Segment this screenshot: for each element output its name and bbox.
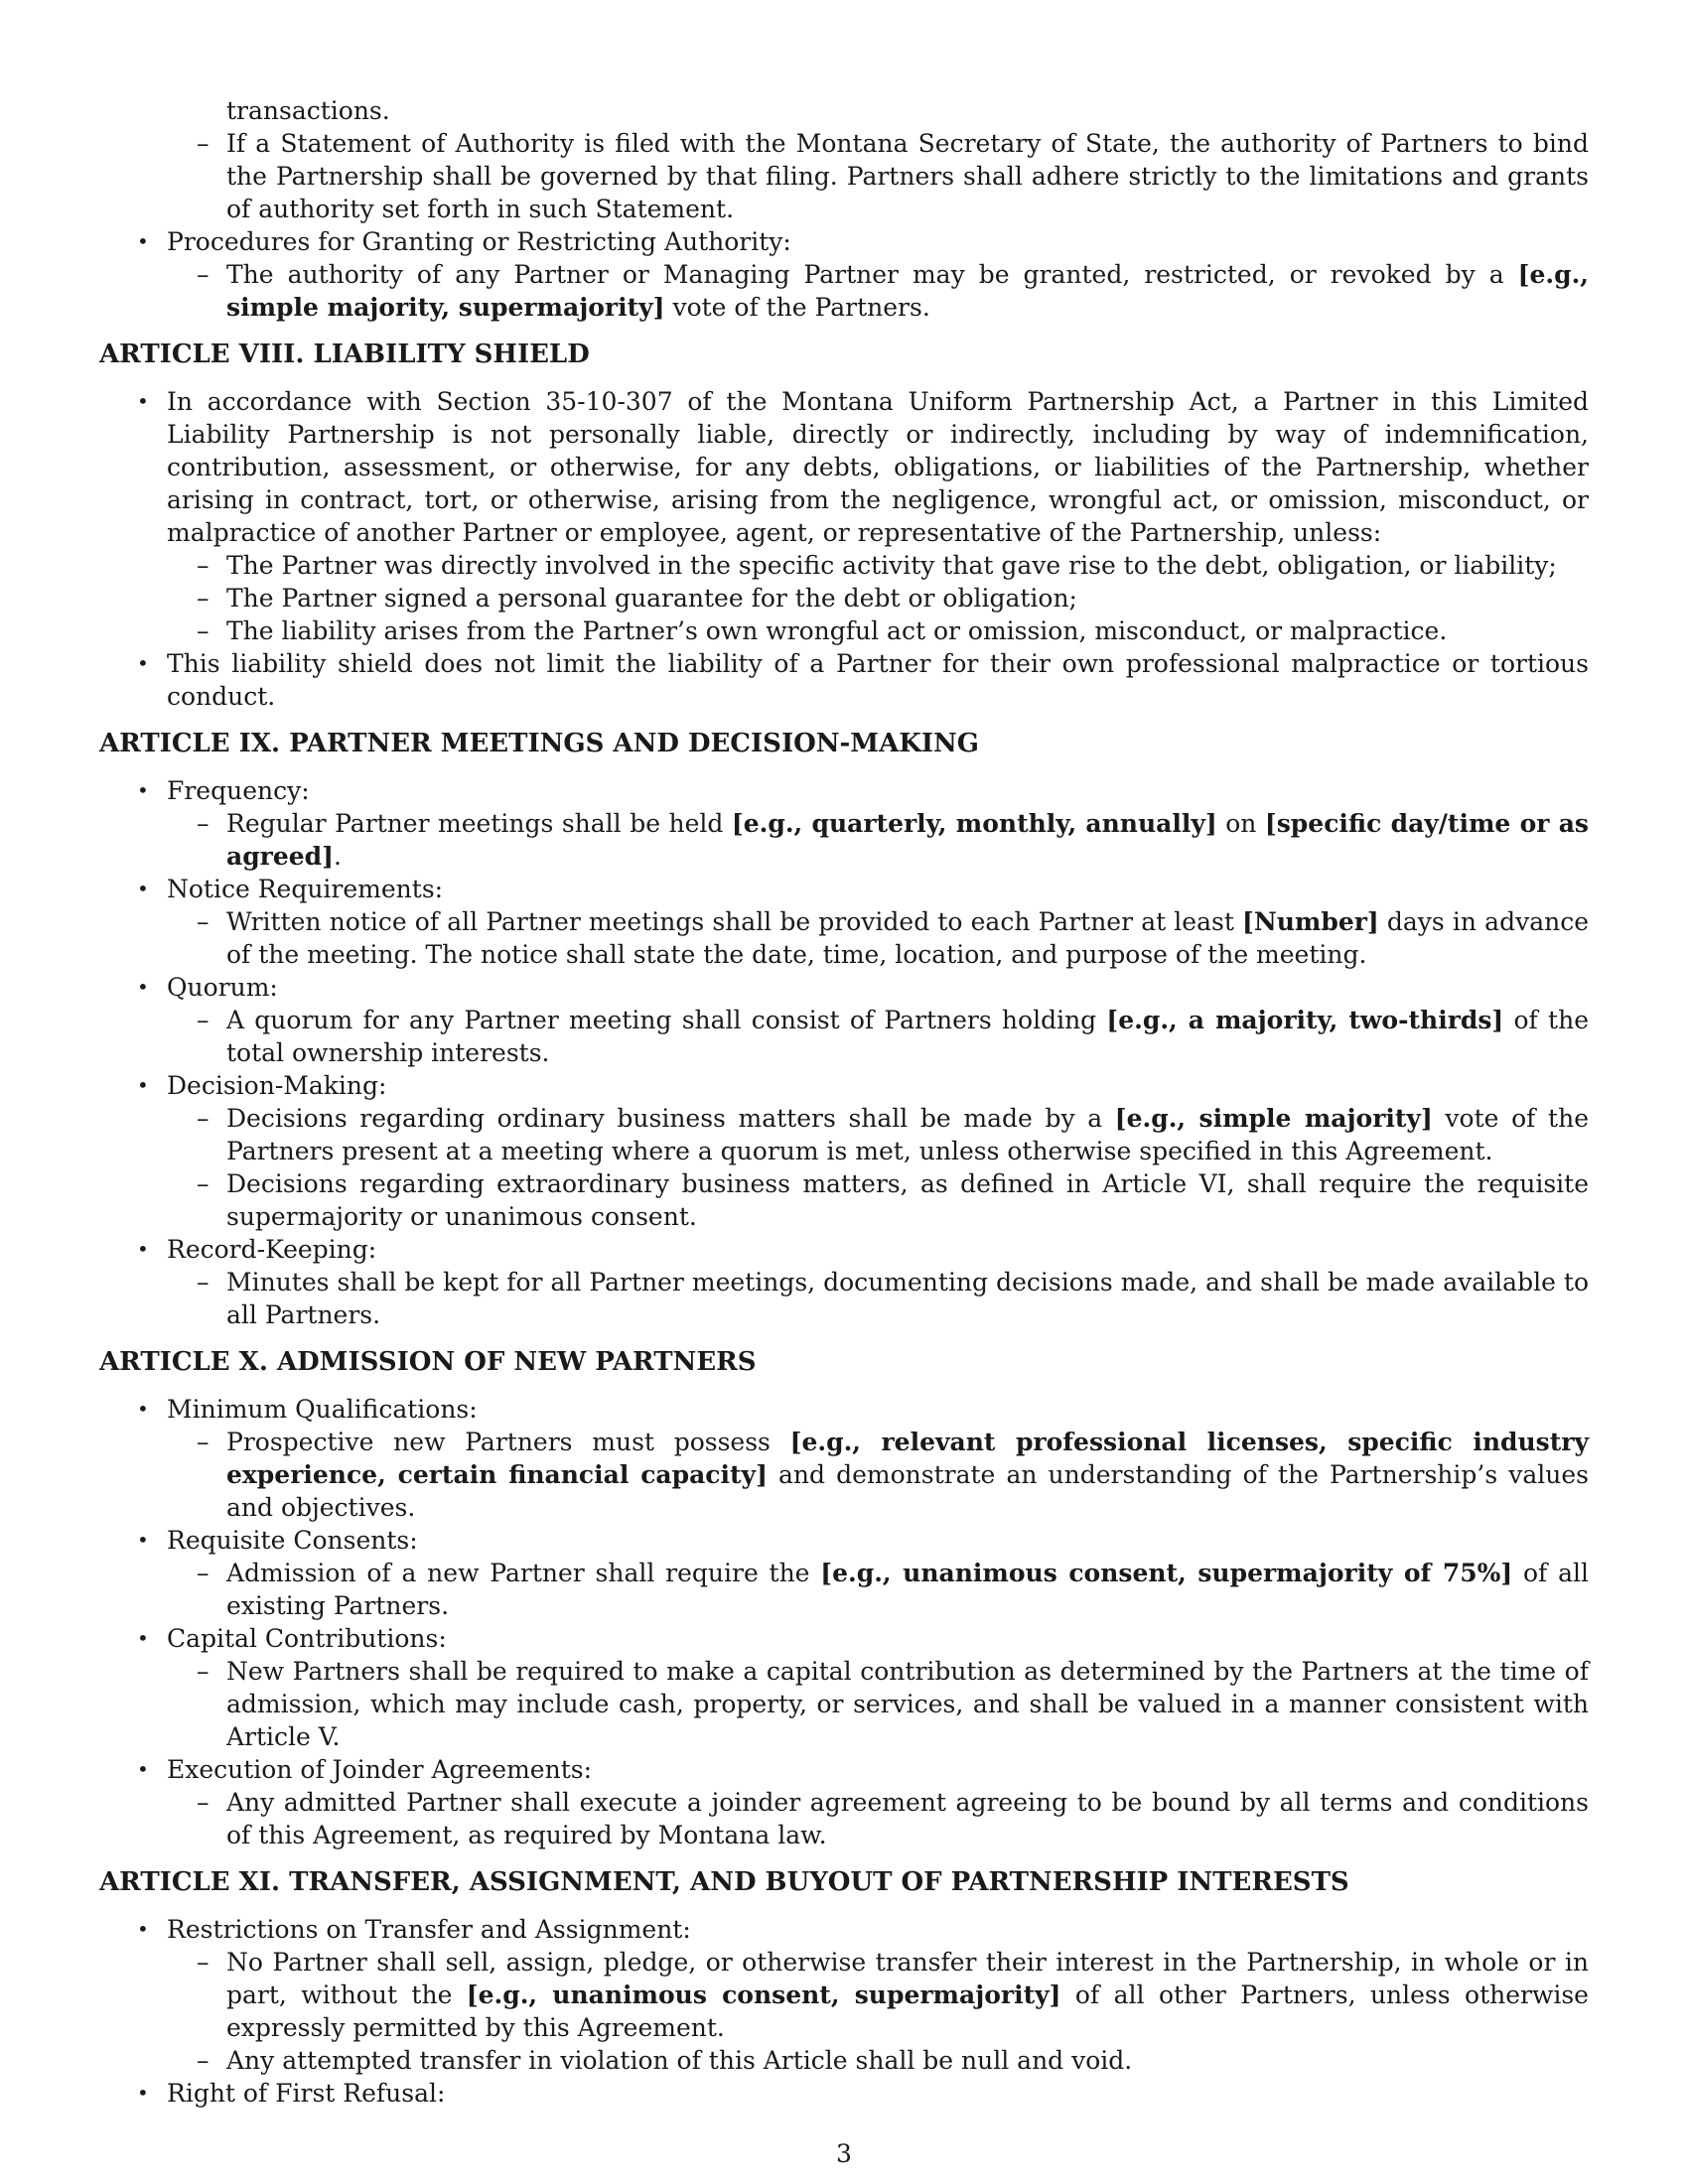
sub-list-item — [99, 258, 1589, 324]
dash-marker: – — [197, 1948, 210, 1977]
dash-marker: – — [197, 1657, 210, 1686]
item-text: Any admitted Partner shall execute a joinder agreement agreeing to be bound by all terms and conditions of this Agreement, as required by Montana law. — [226, 1788, 1589, 1849]
dash-marker: – — [197, 1006, 210, 1034]
dash-marker: – — [197, 260, 210, 289]
item-text: No Partner shall sell, assign, pledge, or otherwise transfer their interest in the Partnership, in whole or in part, without the — [226, 1948, 1589, 2009]
dash-marker: – — [197, 551, 210, 580]
item-text: If a Statement of Authority is filed with the Montana Secretary of State, the authority of Partners to bind the Partnership shall be governed by that filing. Partners shall adhere strictly to the limitations and grants of authority set forth in such Statement. — [226, 129, 1589, 223]
item-text: Admission of a new Partner shall require the — [226, 1559, 821, 1587]
placeholder-text: [specific day/time or as agreed] — [226, 809, 1589, 871]
list-item — [99, 971, 1589, 1004]
item-text: The Partner signed a personal guarantee for the debt or obligation; — [226, 584, 1077, 613]
item-text: Notice Requirements: — [167, 875, 444, 903]
item-text: The authority of any Partner or Managing Partner may be granted, restricted, or revoked by a — [226, 260, 1518, 289]
placeholder-text: [e.g., quarterly, monthly, annually] — [731, 809, 1217, 838]
list-item — [99, 1233, 1589, 1266]
article-list — [99, 1393, 1589, 1851]
item-text: Capital Contributions: — [167, 1624, 447, 1653]
dash-marker: – — [197, 1559, 210, 1587]
sub-list-item — [99, 2044, 1589, 2077]
article-list — [99, 774, 1589, 1331]
bullet-marker: • — [137, 651, 149, 675]
sub-list-item — [99, 582, 1589, 614]
dash-marker: – — [197, 1169, 210, 1198]
placeholder-text: [e.g., unanimous consent, supermajority of 75%] — [820, 1559, 1513, 1587]
list-item — [99, 873, 1589, 905]
placeholder-text: [e.g., simple majority, supermajority] — [226, 260, 1589, 322]
item-text: of all other Partners, unless otherwise expressly permitted by this Agreement. — [226, 1980, 1589, 2042]
dash-marker: – — [197, 2046, 210, 2075]
dash-marker: – — [197, 616, 210, 645]
sub-list-item — [99, 127, 1589, 225]
bullet-marker: • — [137, 1397, 149, 1421]
item-text: of all existing Partners. — [226, 1559, 1590, 1620]
placeholder-text: [e.g., simple majority] — [1114, 1104, 1433, 1133]
sub-list-item — [99, 1557, 1589, 1622]
article-vii-tail — [99, 127, 1589, 324]
item-text: Restrictions on Transfer and Assignment: — [167, 1915, 691, 1944]
dash-marker: – — [197, 1428, 210, 1456]
bullet-marker: • — [137, 229, 149, 253]
dash-marker: – — [197, 809, 210, 838]
placeholder-text: [e.g., a majority, two-thirds] — [1106, 1006, 1504, 1034]
dash-marker: – — [197, 1268, 210, 1297]
item-text: of the total ownership interests. — [226, 1006, 1589, 1067]
item-text: Written notice of all Partner meetings shall be provided to each Partner at least — [226, 907, 1243, 936]
list-item — [99, 225, 1589, 258]
item-text: In accordance with Section 35-10-307 of the Montana Uniform Partnership Act, a Partner in this Limited Liability Partnership is not personally liable, directly or indirectly, including by way of indemnification, contribution, assessment, or otherwise, for any debts, obligations, or liabilities of the Partnership, whether arising in contract, tort, or otherwise, arising from the negligence, wrongful act, or omission, misconduct, or malpractice of another Partner or employee, agent, or representative of the Partnership, unless: — [167, 387, 1589, 547]
article-list — [99, 1913, 1589, 2110]
item-text: vote of the Partners present at a meeting where a quorum is met, unless otherwise specified in this Agreement. — [226, 1104, 1589, 1165]
articles-container — [99, 338, 1589, 2110]
item-text: and demonstrate an understanding of the Partnership’s values and objectives. — [226, 1460, 1589, 1522]
item-text: Prospective new Partners must possess — [226, 1428, 790, 1456]
sub-list-item — [99, 1167, 1589, 1233]
bullet-marker: • — [137, 1626, 149, 1650]
sub-list-item — [99, 1004, 1589, 1069]
item-text: Decision-Making: — [167, 1071, 387, 1100]
sub-list-item — [99, 1102, 1589, 1167]
bullet-marker: • — [137, 877, 149, 900]
item-text: vote of the Partners. — [664, 293, 930, 322]
item-text: Record-Keeping: — [167, 1235, 377, 1264]
article-heading: ARTICLE IX. PARTNER MEETINGS AND DECISION-MAKING — [99, 729, 979, 758]
placeholder-text: [Number] — [1242, 907, 1379, 936]
sub-list-item — [99, 1655, 1589, 1753]
list-item — [99, 1622, 1589, 1655]
list-item — [99, 1913, 1589, 1946]
dash-marker: – — [197, 1788, 210, 1817]
dash-marker: – — [197, 1104, 210, 1133]
item-text: Execution of Joinder Agreements: — [167, 1755, 593, 1784]
sub-list-item — [99, 1266, 1589, 1331]
item-text: A quorum for any Partner meeting shall consist of Partners holding — [226, 1006, 1107, 1034]
sub-list-item — [99, 1946, 1589, 2044]
item-text: Quorum: — [167, 973, 278, 1002]
list-item — [99, 647, 1589, 713]
sub-list-item — [99, 905, 1589, 971]
bullet-marker: • — [137, 1528, 149, 1552]
item-text: Right of First Refusal: — [167, 2079, 446, 2108]
item-text: Minutes shall be kept for all Partner meetings, documenting decisions made, and shall be made available to all Partners. — [226, 1268, 1589, 1329]
sub-list-item — [99, 1426, 1589, 1524]
dash-marker: – — [197, 907, 210, 936]
item-text: Any attempted transfer in violation of this Article shall be null and void. — [226, 2046, 1133, 2075]
bullet-marker: • — [137, 1917, 149, 1941]
placeholder-text: [e.g., relevant professional licenses, specific industry experience, certain financial capacity] — [226, 1428, 1589, 1489]
item-text: Minimum Qualifications: — [167, 1395, 478, 1424]
item-text: The Partner was directly involved in the specific activity that gave rise to the debt, obligation, or liability; — [226, 551, 1557, 580]
bullet-marker: • — [137, 1073, 149, 1097]
sub-list-item — [99, 614, 1589, 647]
list-item — [99, 774, 1589, 807]
sub-list-item — [99, 549, 1589, 582]
continuation-text: transactions. — [226, 96, 390, 125]
item-text: days in advance of the meeting. The notice shall state the date, time, location, and purpose of the meeting. — [226, 907, 1589, 969]
list-item — [99, 1069, 1589, 1102]
bullet-marker: • — [137, 1237, 149, 1261]
item-text: . — [333, 842, 342, 871]
placeholder-text: [e.g., unanimous consent, supermajority] — [466, 1980, 1061, 2009]
item-text: Regular Partner meetings shall be held — [226, 809, 732, 838]
item-text: Frequency: — [167, 776, 310, 805]
item-text: Decisions regarding ordinary business matters shall be made by a — [226, 1104, 1115, 1133]
item-text: New Partners shall be required to make a capital contribution as determined by the Partners at the time of admission, which may include cash, property, or services, and shall be valued in a manner consistent with Article V. — [226, 1657, 1589, 1751]
document-body — [99, 94, 1589, 2110]
list-item — [99, 1524, 1589, 1557]
bullet-marker: • — [137, 975, 149, 999]
sub-list-item — [99, 807, 1589, 873]
article-heading: ARTICLE XI. TRANSFER, ASSIGNMENT, AND BUYOUT OF PARTNERSHIP INTERESTS — [99, 1867, 1349, 1897]
item-text: The liability arises from the Partner’s own wrongful act or omission, misconduct, or malpractice. — [226, 616, 1448, 645]
bullet-marker: • — [137, 1757, 149, 1781]
item-text: Requisite Consents: — [167, 1526, 418, 1555]
bullet-marker: • — [137, 2081, 149, 2105]
bullet-marker: • — [137, 778, 149, 802]
item-text: Decisions regarding extraordinary business matters, as defined in Article VI, shall require the requisite supermajority or unanimous consent. — [226, 1169, 1589, 1231]
article-heading: ARTICLE X. ADMISSION OF NEW PARTNERS — [99, 1347, 757, 1377]
sub-list-item — [99, 1786, 1589, 1851]
page-number: 3 — [836, 2139, 852, 2168]
list-item — [99, 385, 1589, 549]
list-item — [99, 2077, 1589, 2110]
item-text: Procedures for Granting or Restricting Authority: — [167, 227, 791, 256]
dash-marker: – — [197, 129, 210, 158]
list-item — [99, 1753, 1589, 1786]
dash-marker: – — [197, 584, 210, 613]
article-list — [99, 385, 1589, 713]
article-heading: ARTICLE VIII. LIABILITY SHIELD — [99, 340, 590, 369]
bullet-marker: • — [137, 389, 149, 413]
list-item — [99, 1393, 1589, 1426]
item-text: on — [1216, 809, 1265, 838]
item-text: This liability shield does not limit the liability of a Partner for their own professional malpractice or tortious conduct. — [167, 649, 1589, 711]
